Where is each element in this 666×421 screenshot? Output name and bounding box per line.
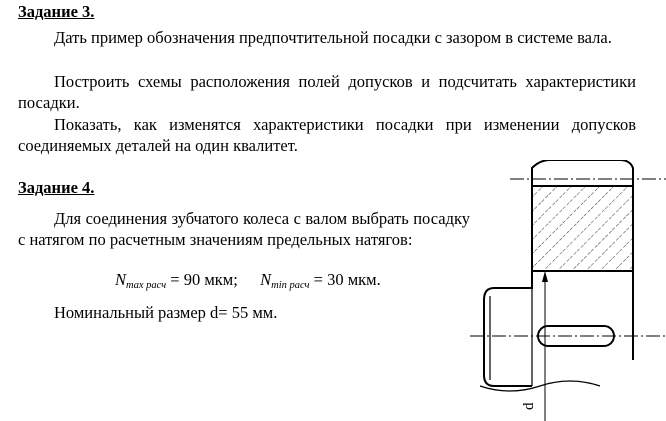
nmax-value: = 90 мкм;: [170, 270, 238, 289]
nominal-size: Номинальный размер d= 55 мм.: [54, 303, 278, 322]
task4-paragraph-1: Для соединения зубчатого колеса с валом выбрать посадку с натягом по расчетным значениям предельных натягов:: [18, 209, 470, 249]
nmin-symbol: N: [260, 270, 272, 289]
task3-paragraph-2: Построить схемы расположения полей допусков и подсчитать характеристики посадки.: [18, 72, 636, 112]
nmin-subscript: min расч: [271, 280, 310, 291]
nmax-symbol: N: [115, 270, 127, 289]
nmax-subscript: max расч: [126, 280, 167, 291]
task3-paragraph-1: Дать пример обозначения предпочтительной посадки с зазором в системе вала.: [54, 28, 612, 47]
hatched-section: [532, 186, 633, 271]
nmin-value: = 30 мкм.: [313, 270, 381, 289]
interference-formula: [115, 269, 381, 296]
task4-heading: Задание 4.: [18, 178, 95, 197]
task3-heading: Задание 3.: [18, 2, 95, 21]
gear-hub: [510, 160, 666, 271]
dimension-label-d: d: [521, 402, 537, 410]
gear-shaft-drawing: [470, 160, 666, 421]
task3-paragraph-3: Показать, как изменятся характеристики посадки при изменении допусков соединяемых деталей на один квалитет.: [18, 115, 636, 155]
shaft: [470, 271, 666, 391]
